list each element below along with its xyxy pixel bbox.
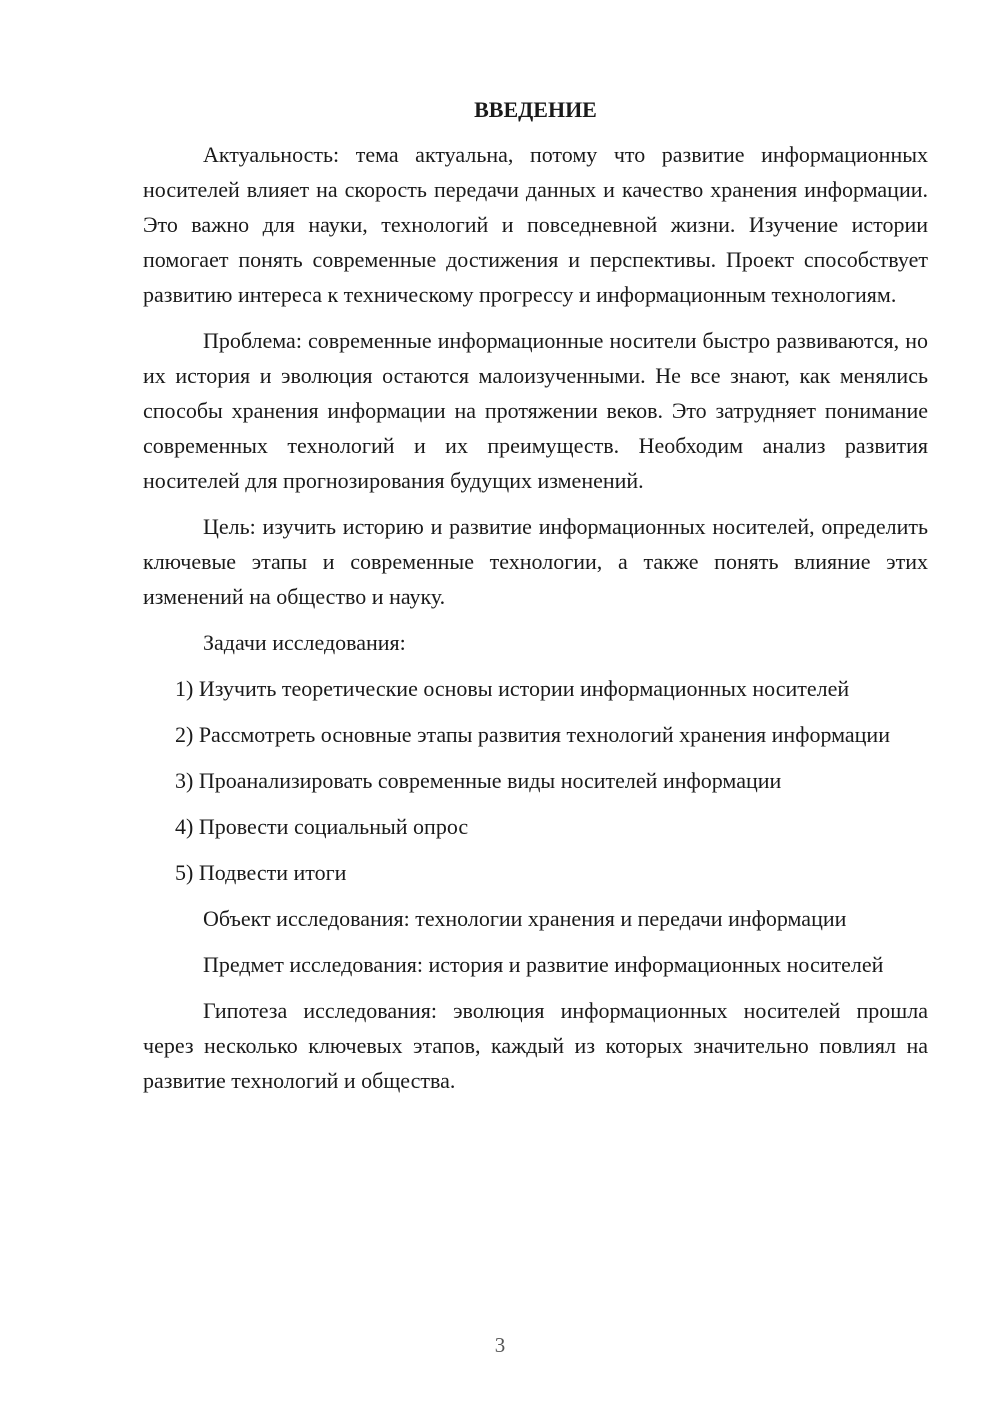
task-item-3: 3) Проанализировать современные виды носителей информации: [175, 768, 782, 793]
subject-paragraph: Предмет исследования: история и развитие информационных носителей: [203, 952, 884, 977]
task-item-5: 5) Подвести итоги: [175, 860, 347, 885]
object-paragraph: Объект исследования: технологии хранения и передачи информации: [203, 906, 847, 931]
tasks-heading: Задачи исследования:: [203, 630, 406, 655]
relevance-paragraph: Актуальность: тема актуальна, потому что развитие информационных носителей влияет на скорость передачи данных и качество хранения информации. Это важно для науки, технологий и повседневной жизни. Изучение истории помогает понять современные достижения и перспективы. Проект способствует развитию интереса к техническому прогрессу и информационным технологиям.: [143, 142, 928, 307]
document-page: [143, 95, 928, 1109]
task-item-4: 4) Провести социальный опрос: [175, 814, 469, 839]
task-item-2: 2) Рассмотреть основные этапы развития технологий хранения информации: [175, 722, 890, 747]
goal-paragraph: Цель: изучить историю и развитие информационных носителей, определить ключевые этапы и современные технологии, а также понять влияние этих изменений на общество и науку.: [143, 514, 928, 609]
section-title: ВВЕДЕНИЕ: [474, 97, 597, 122]
task-item-1: 1) Изучить теоретические основы истории информационных носителей: [175, 676, 850, 701]
problem-paragraph: Проблема: современные информационные носители быстро развиваются, но их история и эволюция остаются малоизученными. Не все знают, как менялись способы хранения информации на протяжении веков. Это затрудняет понимание современных технологий и их преимуществ. Необходим анализ развития носителей для прогнозирования будущих изменений.: [143, 328, 928, 493]
hypothesis-paragraph: Гипотеза исследования: эволюция информационных носителей прошла через несколько ключевых этапов, каждый из которых значительно повлиял на развитие технологий и общества.: [143, 998, 928, 1093]
page-number: 3: [494, 1333, 506, 1357]
